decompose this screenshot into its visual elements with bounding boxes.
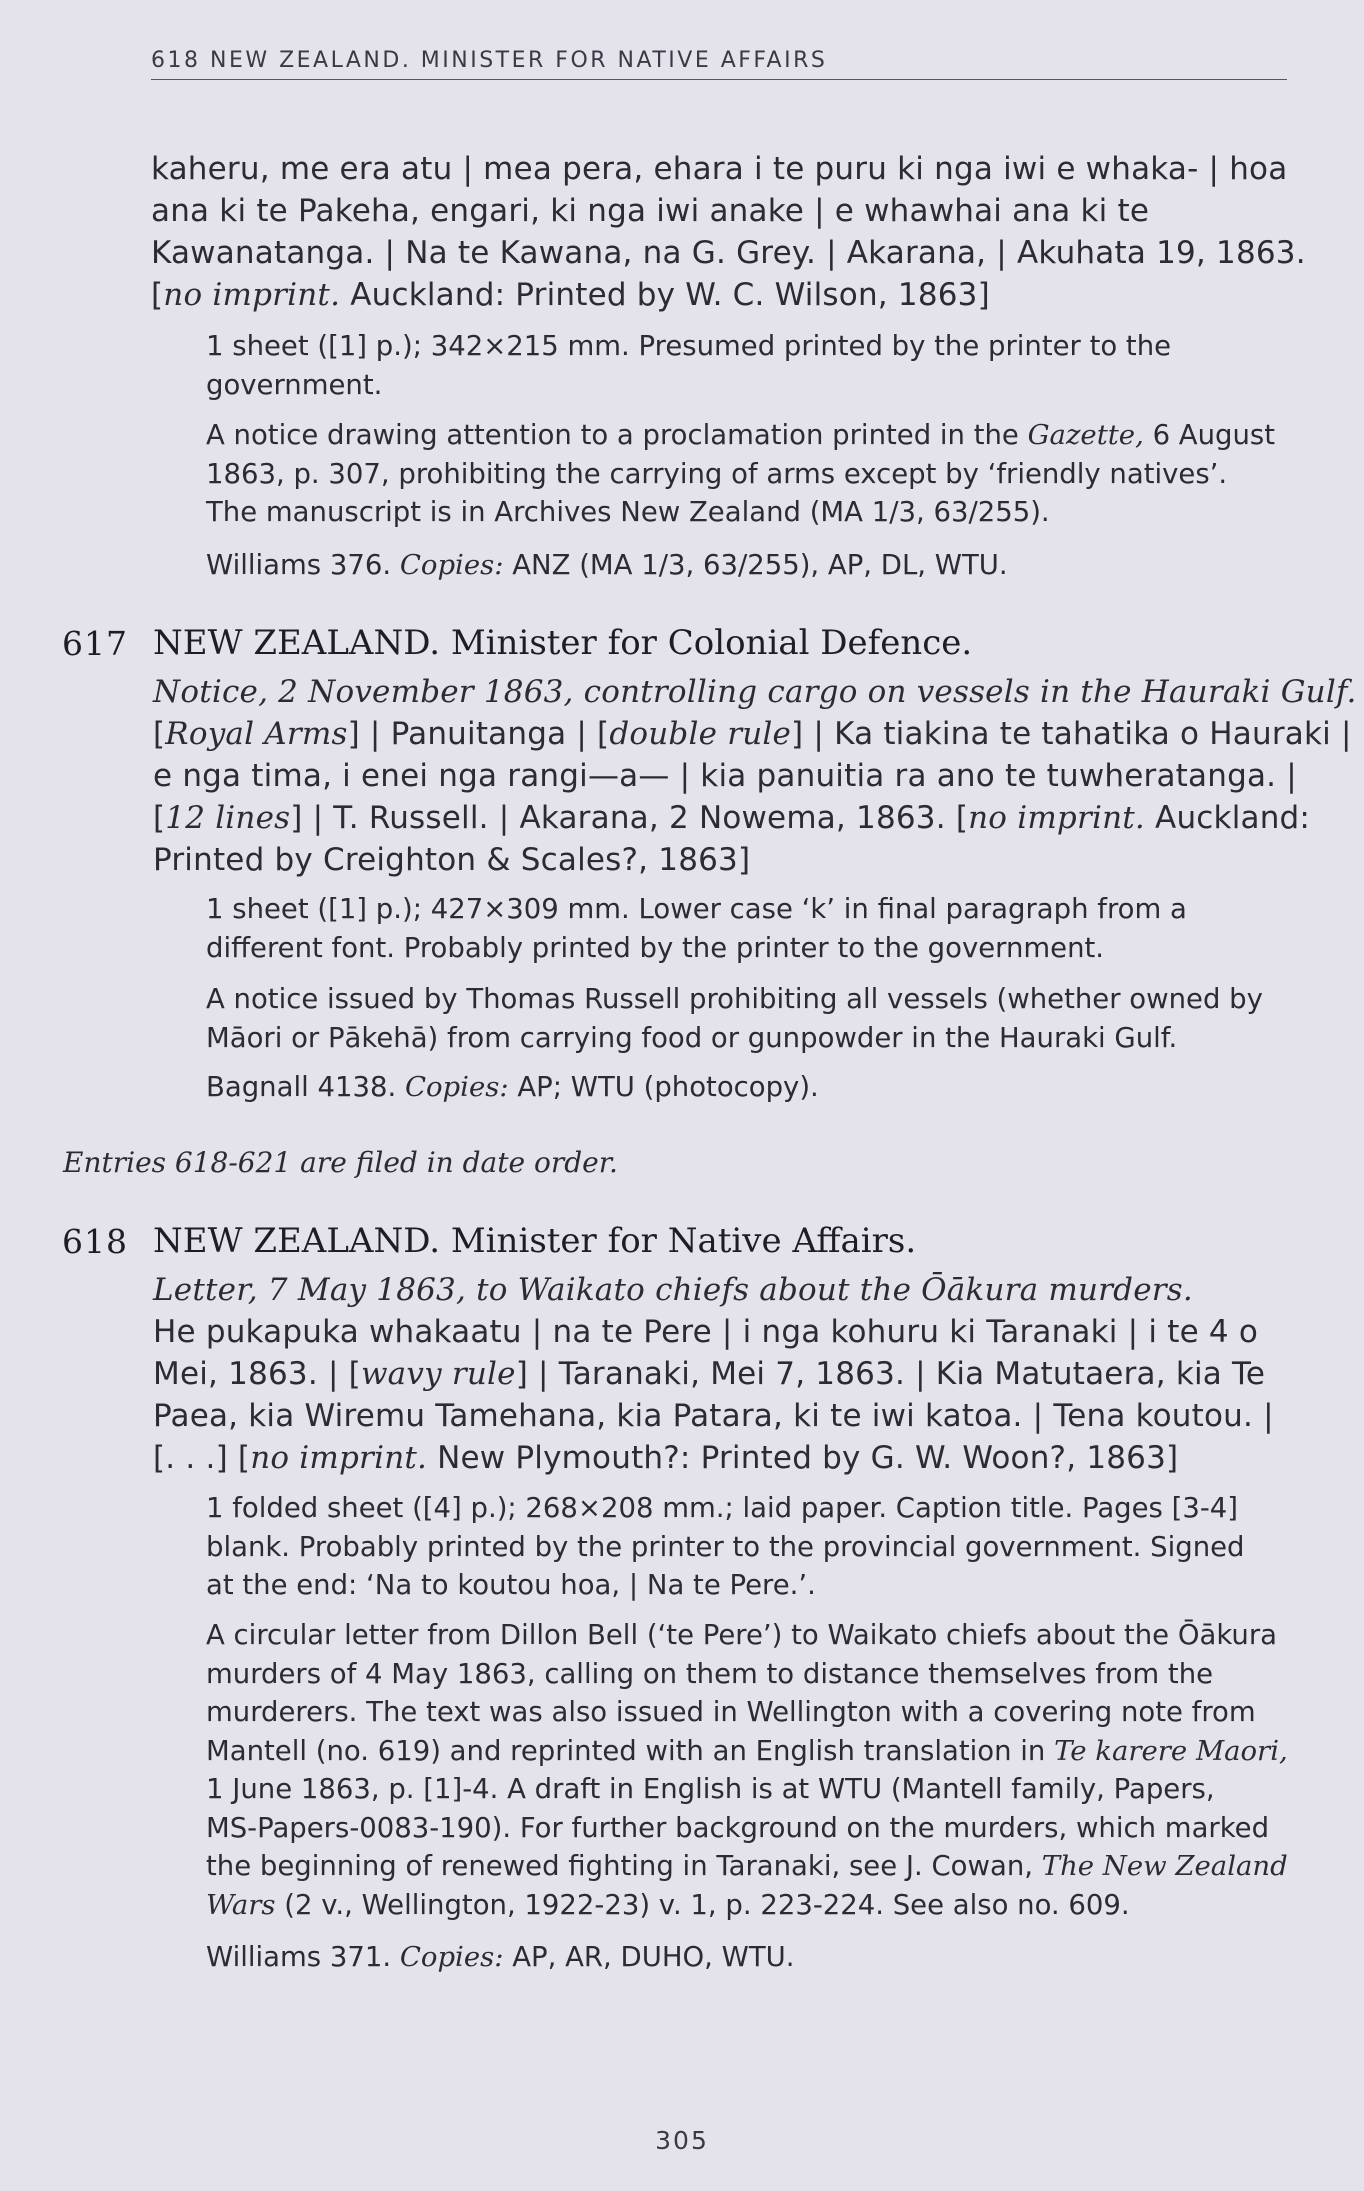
text-line — [151, 232, 1306, 274]
text-run: [ — [153, 800, 166, 836]
filing-note: Entries 618-621 are filed in date order. — [63, 1146, 618, 1179]
text-run: ] | Panuitanga | [ — [347, 716, 610, 752]
text-run: kaheru, me era atu | mea pera, ehara i te puru ki nga iwi e whaka- | hoa — [151, 151, 1288, 187]
text-run: [ — [151, 277, 164, 313]
text-run: murders of 4 May 1863, calling on them to distance themselves from the — [206, 1657, 1214, 1690]
italic-text: Copies: — [399, 549, 504, 581]
text-line — [206, 1693, 1288, 1732]
italic-text: no imprint. — [163, 277, 341, 313]
text-run: murderers. The text was also issued in Wellington with a covering note from — [206, 1696, 1256, 1728]
text-line — [206, 1732, 1288, 1771]
text-run: Mei, 1863. | [ — [153, 1356, 361, 1392]
text-run: He pukapuka whakaatu | na te Pere | i nga kohuru ki Taranaki | i te 4 o — [153, 1314, 1259, 1350]
italic-text: no imprint. — [250, 1440, 428, 1476]
text-line — [206, 1886, 1288, 1925]
italic-text: Royal Arms — [165, 716, 348, 752]
italic-text: Wars — [206, 1888, 276, 1921]
entry-616-note — [206, 416, 1275, 532]
text-line — [151, 274, 1306, 316]
text-run: Kawanatanga. | Na te Kawana, na G. Grey. | Akarana, | Akuhata 19, 1863. — [151, 235, 1306, 271]
entry-title: Letter, 7 May 1863, to Waikato chiefs about the Ōākura murders. — [153, 1272, 1193, 1308]
text-run: Williams 376. — [206, 549, 400, 581]
entry-616-copies — [206, 546, 1008, 585]
italic-text: 12 lines — [165, 800, 291, 836]
text-line — [153, 1437, 1274, 1479]
text-line — [206, 1847, 1288, 1886]
text-run: New Plymouth?: Printed by G. W. Woon?, 1863] — [427, 1440, 1179, 1476]
text-run: ] | Taranaki, Mei 7, 1863. | Kia Matutaera, kia Te — [515, 1356, 1266, 1392]
text-line — [206, 1616, 1288, 1655]
text-line — [153, 1353, 1274, 1395]
entry-618-copies — [206, 1938, 795, 1977]
entry-616-transcription — [151, 148, 1306, 316]
text-run: Mantell (no. 619) and reprinted with an English translation in — [206, 1734, 1055, 1767]
entry-618-note — [206, 1616, 1288, 1924]
italic-text: Te karere Maori, — [1054, 1734, 1288, 1767]
entry-617-note: A notice issued by Thomas Russell prohibiting all vessels (whether owned by Māori or Pākehā) from carrying food or gunpowder in the Hauraki Gulf. — [206, 983, 1263, 1054]
text-run: 1 June 1863, p. [1]-4. A draft in English is at WTU (Mantell family, Papers, — [206, 1773, 1215, 1805]
text-line — [153, 1311, 1274, 1353]
text-line — [153, 755, 1352, 797]
text-run: e nga tima, i enei nga rangi—a— | kia panuitia ra ano te tuwheratanga. | — [153, 758, 1297, 794]
text-line — [206, 1770, 1288, 1809]
text-line — [151, 190, 1306, 232]
text-run: AP, AR, DUHO, WTU. — [503, 1941, 795, 1973]
text-run: AP; WTU (photocopy). — [508, 1071, 819, 1103]
entry-heading: NEW ZEALAND. Minister for Native Affairs. — [153, 1221, 917, 1261]
text-run: Auckland: Printed by W. C. Wilson, 1863] — [340, 277, 990, 313]
italic-text: no imprint. — [968, 800, 1145, 836]
text-run: ] | Ka tiakina te tahatika o Hauraki | — [791, 716, 1352, 752]
text-line — [206, 455, 1275, 494]
text-run: ana ki te Pakeha, engari, ki nga iwi anake | e whawhai ana ki te — [151, 193, 1150, 229]
text-run: [. . .] [ — [153, 1440, 251, 1476]
entry-heading: NEW ZEALAND. Minister for Colonial Defence. — [153, 623, 973, 663]
entry-618-transcription — [153, 1311, 1274, 1479]
italic-text: The New Zealand — [1041, 1850, 1288, 1882]
entry-617-description: 1 sheet ([1] p.); 427×309 mm. Lower case ‘k’ in final paragraph from a different font. Probably printed by the printer to the government. — [206, 893, 1187, 964]
text-run: Auckland: — [1144, 800, 1311, 836]
entry-617-transcription — [153, 713, 1352, 881]
text-line — [151, 148, 1306, 190]
text-line — [206, 1809, 1288, 1848]
text-run: [ — [153, 716, 166, 752]
italic-text: Copies: — [399, 1941, 504, 1973]
text-run: 6 August — [1143, 419, 1276, 451]
text-run: A notice drawing attention to a proclamation printed in the — [206, 419, 1028, 451]
text-run: MS-Papers-0083-190). For further background on the murders, which marked — [206, 1811, 1270, 1844]
text-line — [153, 713, 1352, 755]
page-number: 305 — [655, 2126, 709, 2155]
text-run: (2 v., Wellington, 1922-23) v. 1, p. 223-224. See also no. 609. — [275, 1888, 1130, 1921]
text-run: the beginning of renewed fighting in Taranaki, see J. Cowan, — [206, 1850, 1042, 1882]
entry-617-copies — [206, 1068, 819, 1107]
text-run: The manuscript is in Archives New Zealand (MA 1/3, 63/255). — [206, 496, 1050, 528]
entry-618-description: 1 folded sheet ([4] p.); 268×208 mm.; laid paper. Caption title. Pages [3-4] blank. Probably printed by the printer to the provincial government. Signed at the end: ‘Na to koutou hoa, | Na te Pere.’. — [206, 1492, 1245, 1601]
text-line — [206, 493, 1275, 532]
text-line — [153, 1395, 1274, 1437]
text-line — [153, 797, 1352, 839]
running-head: 618 NEW ZEALAND. MINISTER FOR NATIVE AFFAIRS — [151, 48, 1287, 80]
text-line — [206, 1655, 1288, 1694]
text-run: Paea, kia Wiremu Tamehana, kia Patara, ki te iwi katoa. | Tena koutou. | — [153, 1398, 1274, 1434]
italic-text: wavy rule — [360, 1356, 516, 1392]
text-run: A circular letter from Dillon Bell (‘te Pere’) to Waikato chiefs about the Ōākura — [206, 1619, 1277, 1651]
entry-number: 618 — [62, 1222, 128, 1261]
text-run: Printed by Creighton & Scales?, 1863] — [153, 842, 751, 878]
entry-number: 617 — [62, 624, 128, 663]
text-line — [153, 839, 1352, 881]
text-run: 1863, p. 307, prohibiting the carrying of arms except by ‘friendly natives’. — [206, 457, 1228, 490]
text-run: ANZ (MA 1/3, 63/255), AP, DL, WTU. — [503, 549, 1008, 581]
text-run: Bagnall 4138. — [206, 1071, 405, 1103]
text-run: ] | T. Russell. | Akarana, 2 Nowema, 1863. [ — [290, 800, 969, 836]
italic-text: Copies: — [404, 1071, 509, 1103]
italic-text: double rule — [609, 716, 792, 752]
text-run: Williams 371. — [206, 1941, 400, 1973]
entry-title: Notice, 2 November 1863, controlling cargo on vessels in the Hauraki Gulf. — [153, 674, 1357, 710]
italic-text: Gazette, — [1027, 419, 1144, 451]
text-line — [206, 416, 1275, 455]
entry-616-description: 1 sheet ([1] p.); 342×215 mm. Presumed printed by the printer to the government. — [206, 330, 1172, 401]
